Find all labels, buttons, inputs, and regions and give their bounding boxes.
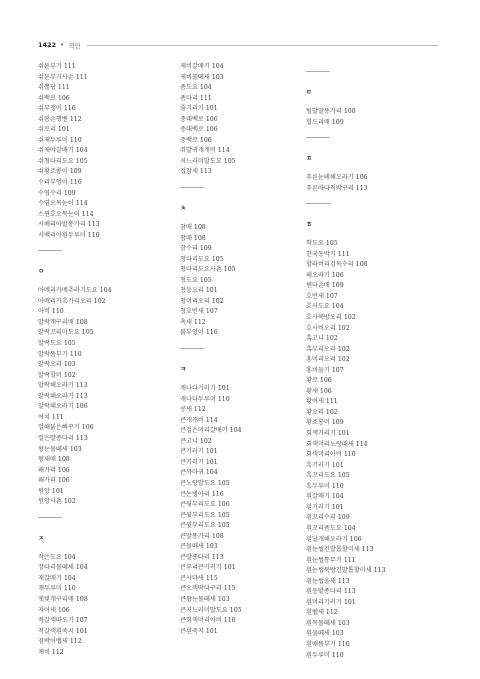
index-entry: 청호반새 107	[180, 308, 218, 316]
index-letter-heading: ㅊ	[180, 204, 187, 213]
index-letter-heading: ㅌ	[306, 88, 313, 96]
index-entry: 큰물떼새 103	[180, 543, 218, 551]
index-entry: 촉새 112	[180, 318, 206, 326]
index-entry: 큰뒷부리도요 106	[180, 501, 230, 509]
index-entry: 호사북방오리 102	[306, 314, 356, 322]
index-entry: 참수리 109	[180, 245, 212, 253]
index-entry: 쉬제두루미 110	[38, 136, 82, 144]
index-entry: 왜가리 106	[38, 466, 70, 474]
index-entry: 큰노랑발도요 105	[180, 479, 230, 487]
index-entry: 큰지느러미발도요 105	[180, 606, 242, 614]
index-entry: 작은도요 104	[38, 553, 76, 561]
index-entry: 홍머리오리 102	[306, 356, 350, 364]
index-entry: 큰기러기 101	[180, 448, 218, 456]
index-entry: 흰기러기 101	[306, 503, 344, 511]
index-entry: 캐나다두루미 110	[180, 395, 230, 403]
index-letter-heading: ㅋ	[180, 365, 187, 374]
index-entry: 푸른바다직박구리 113	[306, 184, 368, 192]
index-entry: 해오라기 106	[306, 271, 344, 279]
index-entry: 제비갈매기 104	[180, 63, 224, 70]
index-entry: 쉬봄손행벤 112	[38, 115, 82, 123]
index-column-1	[38, 62, 178, 658]
section-divider	[38, 517, 62, 518]
index-entry: 얼은발종다리 113	[38, 434, 88, 442]
index-entry: 수염오목눈이 114	[38, 200, 88, 208]
index-entry: 알락뜸부기 110	[38, 350, 82, 358]
index-entry: 홍비둘기 107	[306, 366, 344, 374]
index-entry: 참매 108	[180, 224, 206, 232]
index-entry: 원앙 101	[38, 487, 64, 495]
index-entry: 큰뒷부리도요 105	[180, 511, 230, 519]
index-entry: 아메리카흑가리오리 102	[38, 297, 106, 305]
index-entry: 흰두루미 110	[306, 651, 344, 659]
index-entry: 흰목물떼새 103	[306, 619, 350, 627]
index-entry: 혹부리오리 102	[306, 345, 350, 353]
index-entry: 큰흰죽지 101	[180, 627, 218, 635]
index-entry: 흰머리기러기 101	[306, 598, 356, 606]
index-entry: 청둥오리 101	[180, 287, 218, 295]
index-entry: 알락할미 102	[38, 371, 76, 379]
index-entry: 큰사다새 115	[180, 574, 218, 582]
index-entry: 큰왕눈물떼새 103	[180, 595, 230, 603]
index-entry: 제비 112	[38, 648, 64, 656]
index-entry: 중대백로 106	[180, 126, 218, 134]
index-entry: 붉부엉이 116	[180, 329, 218, 337]
index-entry: 지느러미발도요 105	[180, 157, 236, 165]
index-entry: 큰개개비 114	[180, 416, 218, 424]
index-entry: 흰꼬리수리 109	[306, 514, 350, 522]
page-number: 1422	[38, 41, 57, 49]
index-entry: 참매 108	[180, 234, 206, 242]
index-entry: 큰기러기 101	[180, 458, 218, 466]
index-entry: 황조롱이 109	[306, 419, 344, 427]
page-header	[38, 38, 438, 52]
index-entry: 큰뒷부리도요 105	[180, 522, 230, 530]
index-entry: 큰회색머리아비 110	[180, 617, 236, 625]
index-entry: 할라버리검독수리 108	[306, 261, 368, 269]
index-entry: 쥐발귀개개비 114	[180, 147, 230, 155]
index-entry: 회색가리기 101	[306, 430, 350, 438]
index-entry: 흰날개해오라기 106	[306, 535, 362, 543]
index-entry: 잿빛개구리매 108	[38, 595, 88, 603]
index-entry: 왜가리 106	[38, 477, 70, 485]
index-entry: 큰발종다리 113	[180, 553, 224, 561]
index-entry: 스윈호오목눈이 114	[38, 210, 94, 218]
index-entry: 큰오색딱다구리 115	[180, 585, 236, 593]
index-letter-heading: ㅇ	[38, 267, 45, 276]
index-entry: 집참새 113	[180, 168, 212, 176]
index-entry: 아비 110	[38, 308, 64, 316]
index-entry: 얼때붉은뻐꾸기 106	[38, 424, 94, 432]
index-entry: 콩새 112	[180, 406, 206, 414]
index-entry: 쉬튼부기 111	[38, 63, 76, 70]
index-entry: 적갈색따오기 107	[38, 617, 88, 625]
index-entry: 헨다손매 109	[306, 282, 344, 290]
index-entry: 알락도요 105	[38, 340, 76, 348]
index-entry: 호사비오리 102	[306, 324, 350, 332]
index-entry: 시베리아흰두루미 110	[38, 231, 100, 239]
index-entry: 흑기러기 101	[306, 461, 344, 469]
index-entry: 쉬뿔당 111	[38, 84, 70, 92]
index-entry: 재두루미 110	[38, 585, 76, 593]
section-divider	[306, 71, 330, 72]
index-entry: 수리부엉이 116	[38, 179, 82, 187]
index-entry: 털발말똥가리 108	[306, 108, 356, 115]
index-entry: 저어새 106	[38, 606, 70, 614]
index-entry: 수영수리 109	[38, 189, 76, 197]
index-entry: 회색머리아비 110	[306, 451, 356, 459]
index-entry: 호사도요 104	[306, 303, 344, 311]
index-entry: 알락개구리매 108	[38, 318, 88, 326]
index-entry: 흰뱁새 112	[306, 609, 338, 617]
index-entry: 알락꼬리마도요 105	[38, 329, 94, 337]
index-entry: 점박이뱁새 112	[38, 638, 82, 646]
index-entry: 왕눈물떼새 103	[38, 445, 82, 453]
header-separator: •	[60, 41, 64, 49]
index-entry: 흰꼬리좀도요 104	[306, 524, 356, 532]
index-entry: 좀도요 104	[180, 84, 212, 92]
index-entry: 청머리오리 102	[180, 297, 224, 305]
index-entry: 흰눈썹북방긴발톱할미새 113	[306, 567, 386, 575]
index-entry: 청다리도요 105	[180, 255, 224, 263]
index-entry: 쉬청다리도요 105	[38, 157, 88, 165]
index-entry: 좀다리 111	[180, 94, 212, 102]
section-divider	[180, 187, 204, 188]
index-entry: 알락오리 103	[38, 361, 76, 369]
index-entry: 적갈색흰죽지 101	[38, 627, 88, 635]
index-entry: 흰갈매기 104	[306, 493, 344, 501]
index-entry: 알락해오라기 113	[38, 392, 88, 400]
index-letter-heading: ㅈ	[38, 533, 45, 542]
index-entry: 제비물떼새 103	[180, 73, 224, 81]
index-entry: 흰눈썹통무기 111	[306, 556, 356, 564]
index-entry: 중대백로 106	[180, 115, 218, 123]
index-entry: 황새 106	[306, 387, 332, 395]
index-entry: 흰등밭종다리 113	[306, 588, 356, 596]
index-entry: 쉬백로 106	[38, 94, 70, 102]
index-entry: 캐나다기러기 101	[180, 385, 230, 393]
index-entry: 흑꼬리도요 105	[306, 472, 350, 480]
index-entry: 여치 111	[38, 413, 64, 421]
index-entry: 원앙사촌 102	[38, 498, 76, 506]
section-divider	[180, 348, 204, 349]
index-entry: 큰고니 102	[180, 437, 212, 445]
index-entry: 알락해오라기 106	[38, 403, 88, 411]
index-entry: 큰말똥가리 108	[180, 532, 224, 540]
section-divider	[306, 137, 330, 138]
index-entry: 알락해오라기 113	[38, 382, 88, 390]
index-entry: 쉬부쟁이 116	[38, 105, 76, 113]
index-entry: 쉬로리 101	[38, 126, 70, 134]
header-rule	[87, 45, 439, 46]
section-divider	[306, 203, 330, 204]
index-entry: 왕새매 108	[38, 456, 70, 464]
index-entry: 쉬튼부기사손 111	[38, 73, 88, 81]
section-title: 색인	[67, 41, 81, 50]
index-entry: 장다리물떼새 104	[38, 564, 88, 572]
index-entry: 큰검은머리갈매기 104	[180, 427, 242, 435]
index-column-2	[180, 62, 320, 637]
index-entry: 큰논병아리 116	[180, 490, 224, 498]
index-entry: 학도요 105	[306, 240, 338, 248]
index-entry: 호반새 107	[306, 292, 338, 300]
index-entry: 쉬황조롱이 109	[38, 168, 82, 176]
index-entry: 흰배뜸부기 110	[306, 640, 350, 648]
index-letter-heading: ㅍ	[306, 154, 313, 163]
index-entry: 시베리아말똥가리 113	[38, 221, 100, 229]
index-entry: 중백로 106	[180, 136, 212, 144]
index-entry: 큰부리큰기러기 101	[180, 564, 236, 572]
index-entry: 청다리도요사촌 105	[180, 266, 236, 274]
index-entry: 흑두루미 110	[306, 482, 344, 490]
index-entry: 황로 106	[306, 377, 332, 385]
index-entry: 한국동박기 111	[306, 250, 350, 258]
index-column-3	[306, 62, 446, 661]
section-divider	[38, 250, 62, 251]
index-entry: 아메리카메추라기도요 104	[38, 287, 112, 295]
index-entry: 힐드리매 109	[306, 118, 344, 126]
index-entry: 재갈매기 104	[38, 574, 76, 582]
index-entry: 큰까마귀 104	[180, 469, 218, 477]
index-entry: 쉬제야갈매기 104	[38, 147, 88, 155]
index-letter-heading: ㅎ	[306, 220, 313, 229]
index-entry: 푸른눈테해오라기 106	[306, 174, 368, 182]
index-entry: 황여새 111	[306, 398, 338, 406]
index-entry: 흰물떼새 103	[306, 630, 344, 638]
index-entry: 흰눈썹울새 113	[306, 577, 350, 585]
index-entry: 흰눈썹긴발톱할미새 113	[306, 546, 374, 554]
index-entry: 황오리 102	[306, 408, 338, 416]
index-entry: 청도요 105	[180, 276, 212, 284]
index-entry: 혹고니 102	[306, 335, 338, 343]
index-entry: 회색머리노랑때새 114	[306, 440, 368, 448]
index-entry: 줄기리기 101	[180, 105, 218, 113]
